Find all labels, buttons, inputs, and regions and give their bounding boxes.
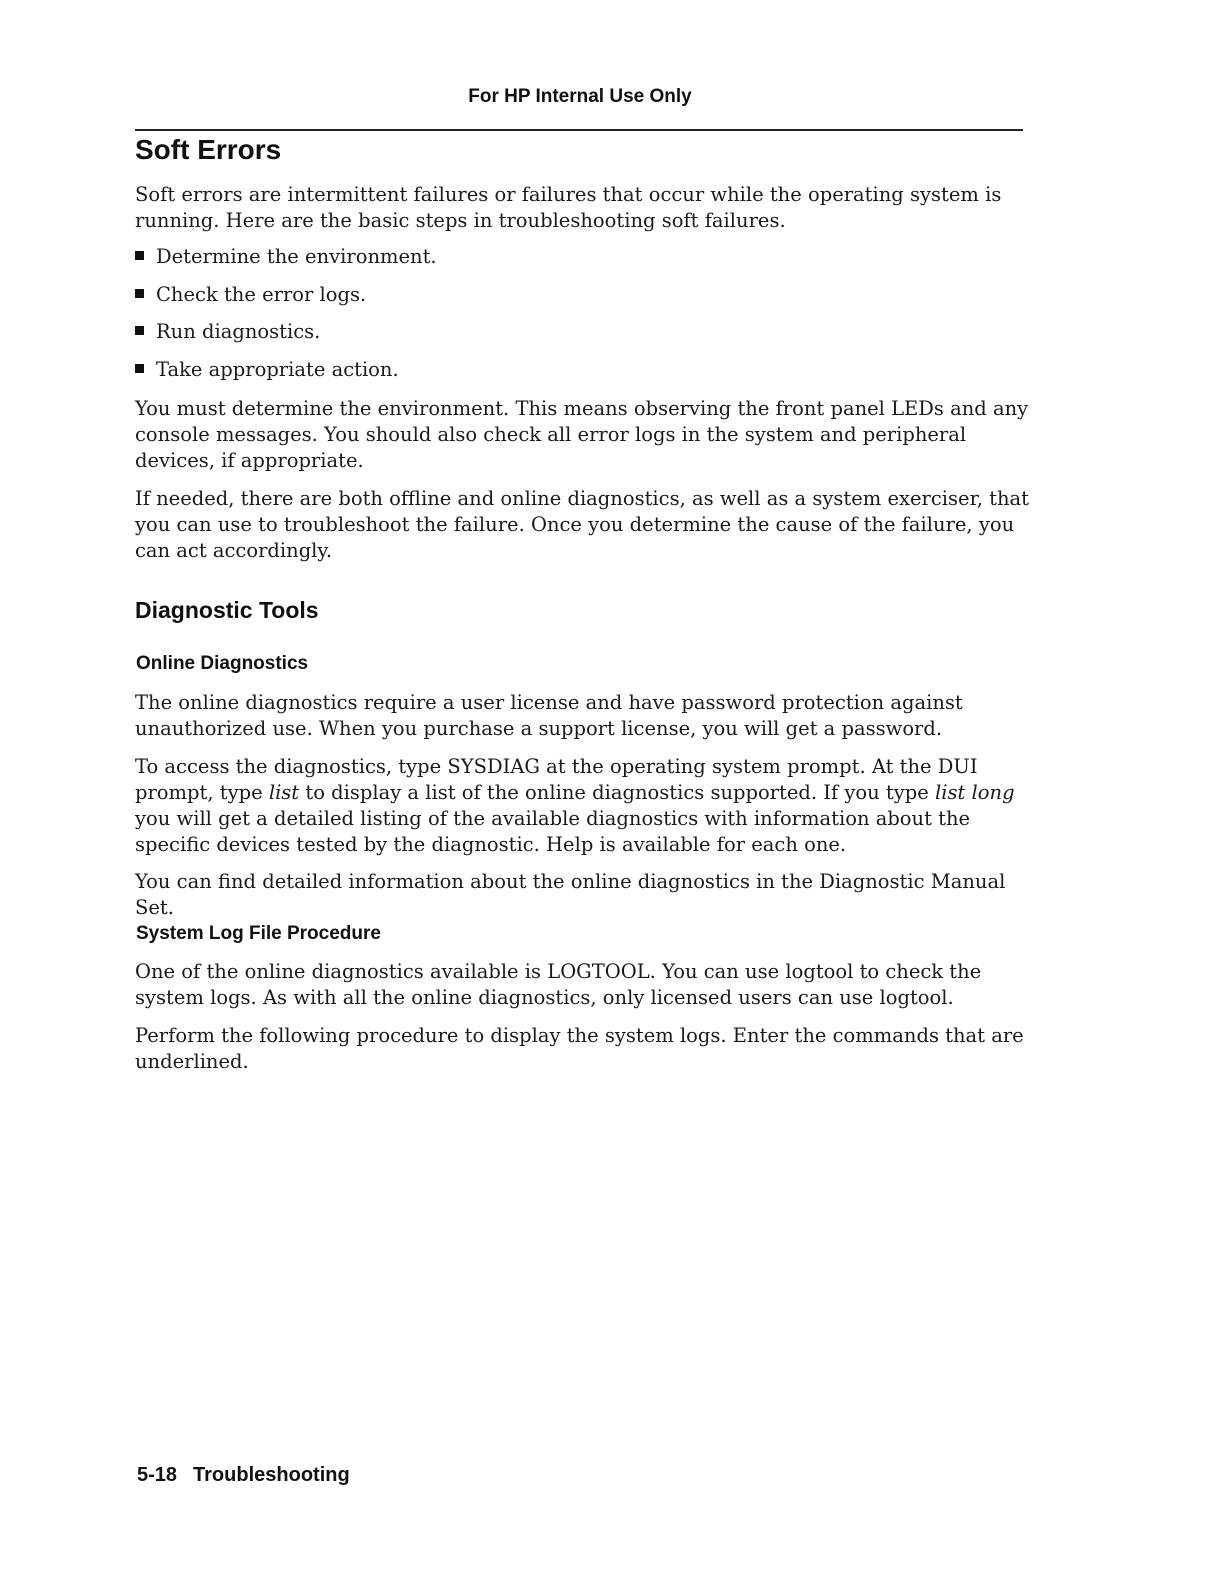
- list-item-text: Take appropriate action.: [156, 358, 399, 381]
- header-rule: [135, 129, 1023, 131]
- section-title: Soft Errors: [135, 134, 282, 165]
- page-footer: [137, 1464, 350, 1487]
- chapter-name: Troubleshooting: [193, 1464, 350, 1486]
- access-text-1: To access the diagnostics, type SYSDIAG at the operating system prompt. At the DUI prompt, type: [135, 755, 978, 804]
- command-list-long: list long: [935, 781, 1015, 804]
- list-item-text: Run diagnostics.: [156, 320, 321, 343]
- bullet-icon: [135, 251, 144, 260]
- environment-paragraph: You must determine the environment. This means observing the front panel LEDs and any console messages. You should also check all error logs in the system and peripheral devices, if appropriate.: [135, 397, 1029, 472]
- access-text-2: to display a list of the online diagnostics supported. If you type: [299, 781, 936, 804]
- online-diagnostics-heading: Online Diagnostics: [136, 653, 309, 674]
- bullet-icon: [135, 326, 144, 335]
- intro-paragraph: Soft errors are intermittent failures or failures that occur while the operating system is running. Here are the basic steps in troubleshooting soft failures.: [135, 183, 1002, 232]
- list-item: [135, 244, 437, 270]
- online-para-manual: You can find detailed information about the online diagnostics in the Diagnostic Manual Set.: [135, 870, 1006, 919]
- list-item: [135, 319, 320, 345]
- list-item: [135, 357, 399, 383]
- online-para-access: [135, 754, 1035, 858]
- system-log-heading: System Log File Procedure: [136, 923, 381, 944]
- needed-paragraph: If needed, there are both offline and online diagnostics, as well as a system exerciser, that you can use to troubleshoot the failure. Once you determine the cause of the failure, you can act accordingly.: [135, 487, 1030, 562]
- list-item: [135, 282, 366, 308]
- bullet-icon: [135, 364, 144, 373]
- page-header-note: For HP Internal Use Only: [468, 86, 692, 107]
- online-para-license: The online diagnostics require a user license and have password protection against unauthorized use. When you purchase a support license, you will get a password.: [135, 691, 963, 740]
- bullet-icon: [135, 289, 144, 298]
- access-text-3: you will get a detailed listing of the available diagnostics with information about the specific devices tested by the diagnostic. Help is available for each one.: [135, 807, 971, 856]
- command-list: list: [268, 781, 300, 804]
- logtool-paragraph: One of the online diagnostics available is LOGTOOL. You can use logtool to check the system logs. As with all the online diagnostics, only licensed users can use logtool.: [135, 960, 982, 1009]
- diagnostic-tools-heading: Diagnostic Tools: [135, 597, 319, 623]
- page-number: 5-18: [137, 1464, 178, 1486]
- list-item-text: Check the error logs.: [156, 283, 367, 306]
- procedure-paragraph: Perform the following procedure to display the system logs. Enter the commands that are underlined.: [135, 1024, 1024, 1073]
- list-item-text: Determine the environment.: [156, 245, 437, 268]
